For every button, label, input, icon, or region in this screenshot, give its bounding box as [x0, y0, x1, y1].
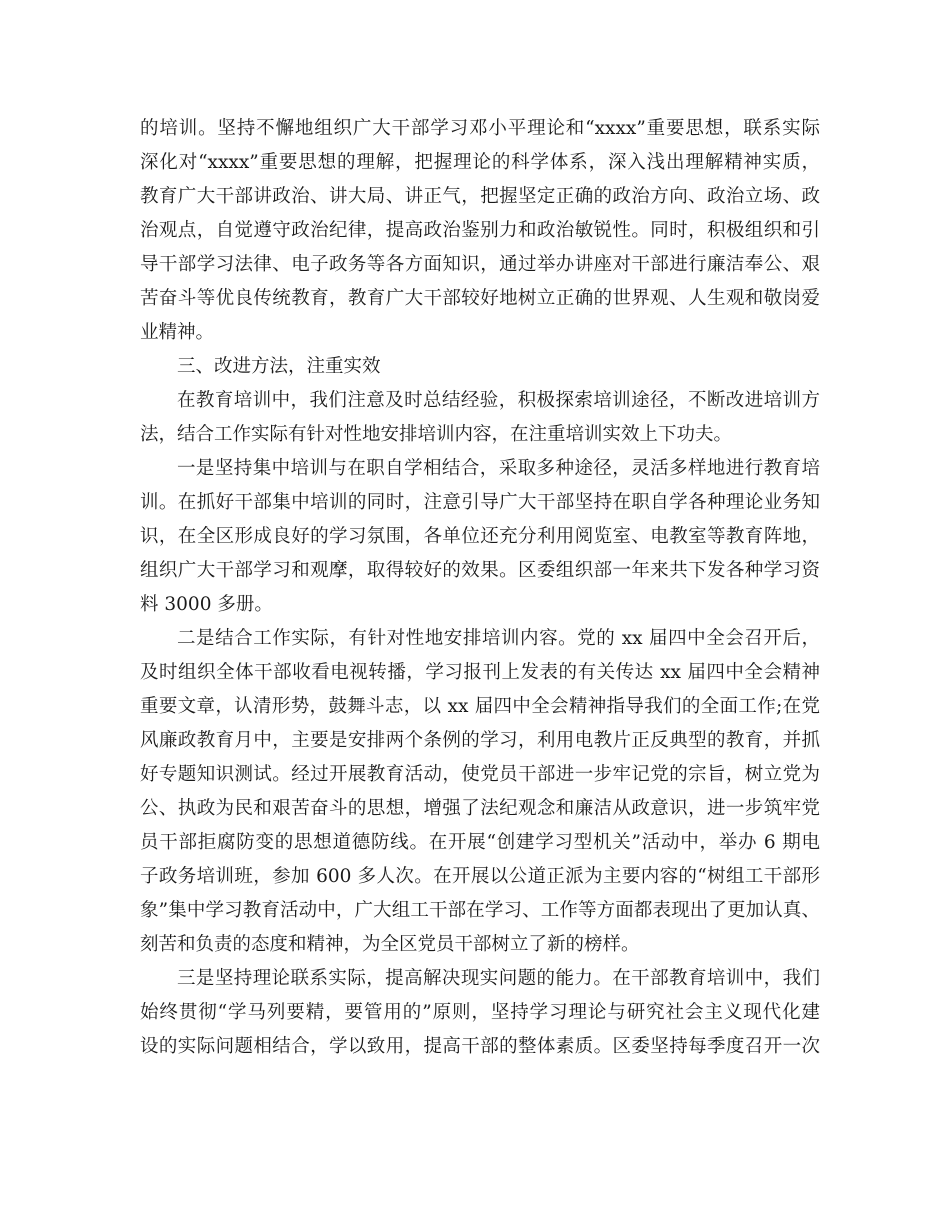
text-line: 治观点，自觉遵守政治纪律，提高政治鉴别力和政治敏锐性。同时，积极组织和引	[140, 220, 820, 241]
text-line: 公、执政为民和艰苦奋斗的思想，增强了法纪观念和廉洁从政意识，进一步筑牢党	[140, 798, 820, 819]
text-line: 法，结合工作实际有针对性地安排培训内容，在注重培训实效上下功夫。	[140, 424, 733, 445]
text-line: 子政务培训班，参加 600 多人次。在开展以公道正派为主要内容的“树组工干部形	[140, 866, 820, 887]
text-line: 教育广大干部讲政治、讲大局、讲正气，把握坚定正确的政治方向、政治立场、政	[140, 186, 820, 207]
text-line: 三是坚持理论联系实际，提高解决现实问题的能力。在干部教育培训中，我们	[177, 968, 820, 989]
text-line: 训。在抓好干部集中培训的同时，注意引导广大干部坚持在职自学各种理论业务知	[140, 492, 820, 513]
text-line: 在教育培训中，我们注意及时总结经验，积极探索培训途径，不断改进培训方	[177, 390, 820, 411]
text-line: 的培训。坚持不懈地组织广大干部学习邓小平理论和“xxxx”重要思想，联系实际	[140, 118, 820, 139]
text-line: 一是坚持集中培训与在职自学相结合，采取多种途径，灵活多样地进行教育培	[177, 458, 820, 479]
text-line: 象”集中学习教育活动中，广大组工干部在学习、工作等方面都表现出了更加认真、	[140, 900, 820, 921]
text-line: 设的实际问题相结合，学以致用，提高干部的整体素质。区委坚持每季度召开一次	[140, 1036, 820, 1057]
text-line: 及时组织全体干部收看电视转播，学习报刊上发表的有关传达 xx 届四中全会精神	[140, 662, 820, 683]
text-line: 二是结合工作实际，有针对性地安排培训内容。党的 xx 届四中全会召开后，	[177, 628, 820, 649]
document-body	[140, 112, 820, 1064]
text-line: 组织广大干部学习和观摩，取得较好的效果。区委组织部一年来共下发各种学习资	[140, 560, 820, 581]
text-line: 好专题知识测试。经过开展教育活动，使党员干部进一步牢记党的宗旨，树立党为	[140, 764, 820, 785]
text-line: 三、改进方法，注重实效	[177, 356, 381, 377]
text-line: 料 3000 多册。	[140, 594, 273, 615]
text-line: 识，在全区形成良好的学习氛围，各单位还充分利用阅览室、电教室等教育阵地，	[140, 526, 820, 547]
text-line: 刻苦和负责的态度和精神，为全区党员干部树立了新的榜样。	[140, 934, 640, 955]
text-line: 导干部学习法律、电子政务等各方面知识，通过举办讲座对干部进行廉洁奉公、艰	[140, 254, 820, 275]
text-line: 风廉政教育月中，主要是安排两个条例的学习，利用电教片正反典型的教育，并抓	[140, 730, 820, 751]
text-line: 业精神。	[140, 322, 215, 343]
text-line: 苦奋斗等优良传统教育，教育广大干部较好地树立正确的世界观、人生观和敬岗爱	[140, 288, 820, 309]
text-line: 始终贯彻“学马列要精，要管用的”原则，坚持学习理论与研究社会主义现代化建	[140, 1002, 820, 1023]
text-line: 深化对“xxxx”重要思想的理解，把握理论的科学体系，深入浅出理解精神实质，	[140, 152, 820, 173]
text-line: 员干部拒腐防变的思想道德防线。在开展“创建学习型机关”活动中，举办 6 期电	[140, 832, 820, 853]
text-line: 重要文章，认清形势，鼓舞斗志，以 xx 届四中全会精神指导我们的全面工作;在党	[140, 696, 820, 717]
